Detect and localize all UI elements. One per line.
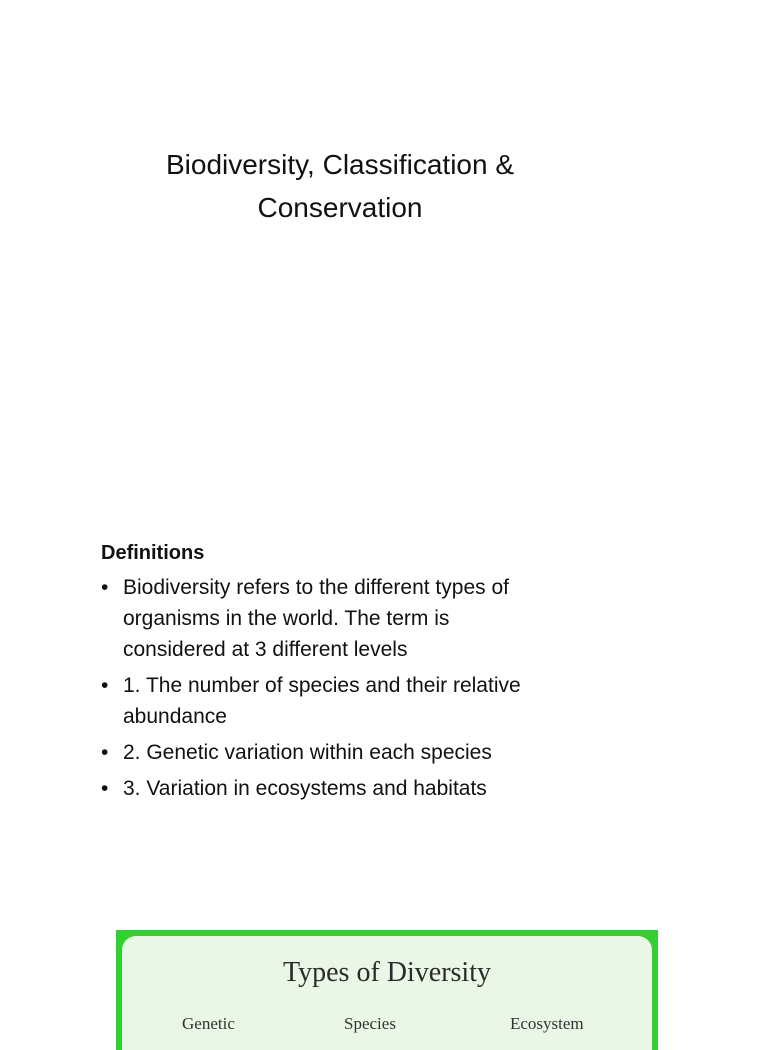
types-of-diversity-figure <box>116 930 658 1050</box>
definition-text-line: 3. Variation in ecosystems and habitats <box>123 777 487 800</box>
definition-item-4 <box>101 773 721 804</box>
diversity-figure-title: Types of Diversity <box>282 957 491 988</box>
definition-text-line: organisms in the world. The term is <box>123 607 450 630</box>
definition-item-2 <box>101 670 721 732</box>
definition-text-line: 2. Genetic variation within each species <box>123 741 492 764</box>
definition-text-line: considered at 3 different levels <box>123 638 408 661</box>
definitions-heading: Definitions <box>101 542 205 564</box>
definitions-list <box>101 572 721 804</box>
title-line-1: Biodiversity, Classification & <box>165 149 515 180</box>
definitions-section <box>101 538 721 809</box>
definition-text-line: 1. The number of species and their relative <box>123 674 521 697</box>
bullet-icon: • <box>101 741 109 764</box>
definition-item-3 <box>101 737 721 768</box>
bullet-icon: • <box>101 576 109 599</box>
slide-title <box>110 143 570 229</box>
definition-text-line: Biodiversity refers to the different types of <box>123 576 509 599</box>
bullet-icon: • <box>101 777 109 800</box>
title-line-2: Conservation <box>257 192 423 223</box>
diversity-column-species: Species <box>344 1014 396 1033</box>
diversity-column-genetic: Genetic <box>182 1014 235 1033</box>
diversity-figure-inner <box>122 936 652 1050</box>
bullet-icon: • <box>101 674 109 697</box>
definition-text-line: abundance <box>123 705 227 728</box>
diversity-column-ecosystem: Ecosystem <box>510 1014 584 1033</box>
definition-item-1 <box>101 572 721 665</box>
